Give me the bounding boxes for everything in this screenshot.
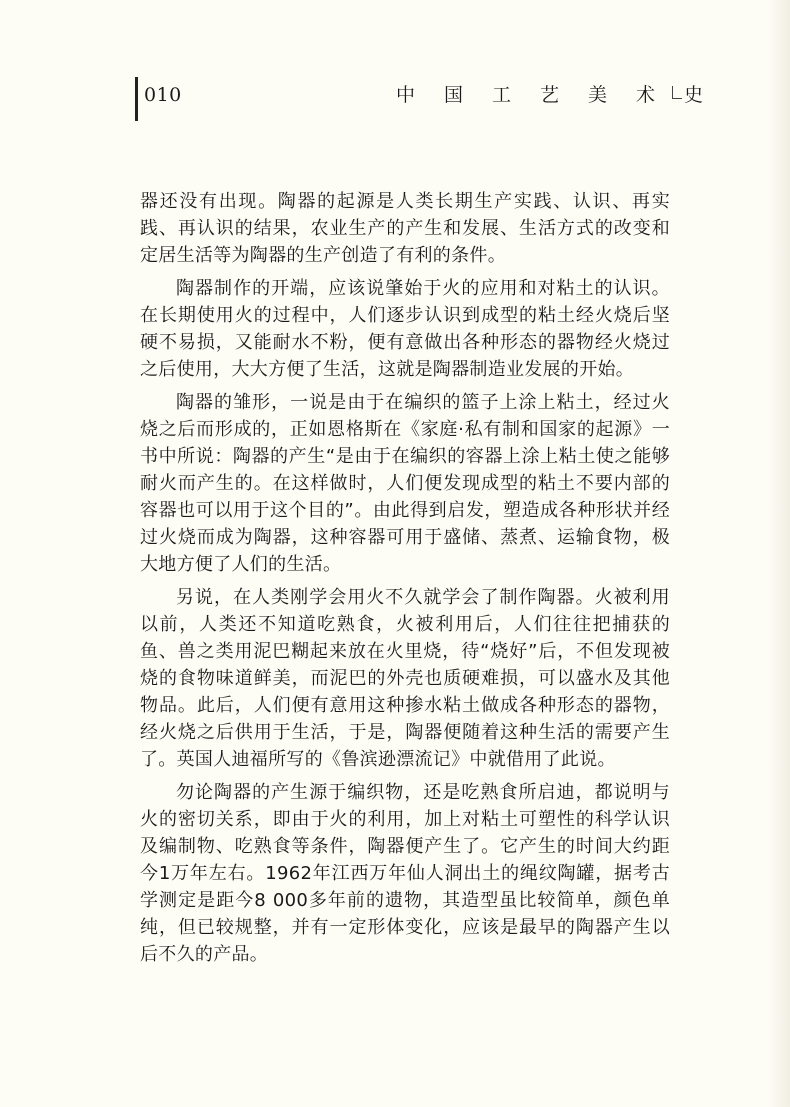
page-edge-shadow [768, 0, 790, 1107]
paragraph: 陶器制作的开端，应该说肇始于火的应用和对粘土的认识。在长期使用火的过程中，人们逐步认识到成型的粘土经火烧后坚硬不易损，又能耐水不粉，便有意做出各种形态的器物经火烧过之后使用，大大方便了生活，这就是陶器制造业发展的开始。 [140, 278, 670, 380]
page-number: 010 [144, 84, 182, 106]
paragraph: 陶器的雏形，一说是由于在编织的篮子上涂上粘土，经过火烧之后而形成的，正如恩格斯在《家庭·私有制和国家的起源》一书中所说：陶器的产生“是由于在编织的容器上涂上粘土使之能够耐火而产生的。在这样做时，人们便发现成型的粘土不要内部的容器也可以用于这个目的”。由此得到启发，塑造成各种形状并经过火烧而成为陶器，这种容器可用于盛储、蒸煮、运输食物，极大地方便了人们的生活。 [140, 392, 670, 575]
paragraph-continuation: 器还没有出现。陶器的起源是人类长期生产实践、认识、再实践、再认识的结果，农业生产的产生和发展、生活方式的改变和定居生活等为陶器的生产创造了有利的条件。 [140, 191, 670, 266]
header-vertical-rule [135, 77, 138, 121]
running-title: 中国工艺美术史 [396, 84, 733, 106]
paragraph: 勿论陶器的产生源于编织物，还是吃熟食所启迪，都说明与火的密切关系，即由于火的利用，加上对粘土可塑性的科学认识及编制物、吃熟食等条件，陶器便产生了。它产生的时间大约距今1万年左右。1962年江西万年仙人洞出土的绳纹陶罐，据考古学测定是距今8 000多年前的遗物，其造型虽比较简单，颜色单纯，但已较规整，并有一定形体变化，应该是最早的陶器产生以后不久的产品。 [140, 782, 670, 965]
body-text [140, 188, 670, 974]
paragraph: 另说，在人类刚学会用火不久就学会了制作陶器。火被利用以前，人类还不知道吃熟食，火被利用后，人们往往把捕获的鱼、兽之类用泥巴糊起来放在火里烧，待“烧好”后，不但发现被烧的食物味道鲜美，而泥巴的外壳也质硬难损，可以盛水及其他物品。此后，人们便有意用这种掺水粘土做成各种形态的器物，经火烧之后供用于生活，于是，陶器便随着这种生活的需要产生了。英国人迪福所写的《鲁滨逊漂流记》中就借用了此说。 [140, 587, 670, 770]
corner-mark-icon [672, 86, 682, 99]
